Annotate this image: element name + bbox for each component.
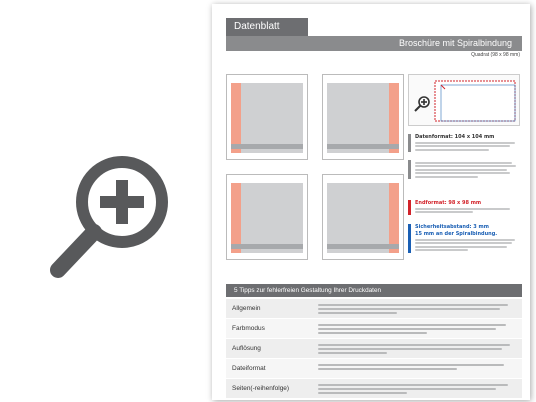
diagram-inner-right	[322, 174, 404, 260]
mini-zoom-icon	[413, 95, 431, 113]
diagram-inner-left	[226, 174, 308, 260]
diagram-back-cover	[322, 74, 404, 160]
datasheet-page[interactable]	[212, 4, 530, 400]
detail-preview	[408, 74, 520, 126]
info-data-format	[408, 134, 520, 152]
tip-label: Seiten(-reihenfolge)	[232, 385, 290, 392]
tips-heading: 5 Tipps zur fehlerfreien Gestaltung Ihrer Druckdaten	[226, 284, 522, 297]
zoom-in-icon[interactable]	[36, 148, 176, 288]
tip-label: Allgemein	[232, 305, 261, 312]
safety-text: Sicherheitsabstand: 3 mm	[415, 224, 489, 230]
info-note	[408, 160, 520, 179]
datasheet-label: Datenblatt	[226, 18, 308, 36]
tips-list	[226, 299, 522, 399]
tip-label: Farbmodus	[232, 325, 265, 332]
layout-diagrams	[226, 74, 406, 266]
info-safety	[408, 224, 520, 253]
tip-label: Auflösung	[232, 345, 261, 352]
info-end-format	[408, 200, 520, 215]
tip-row	[226, 339, 522, 359]
tip-row	[226, 319, 522, 339]
spiral-text: 15 mm an der Spiralbindung.	[415, 231, 498, 237]
product-format: Quadrat (98 x 98 mm)	[471, 52, 520, 58]
title-bar	[226, 36, 522, 51]
diagram-front-cover	[226, 74, 308, 160]
product-title: Broschüre mit Spiralbindung	[398, 38, 512, 48]
tip-row	[226, 359, 522, 379]
magnifier-plus-icon	[36, 148, 176, 288]
tip-row	[226, 379, 522, 399]
info-column	[408, 74, 520, 274]
end-format-text: Endformat: 98 x 98 mm	[415, 200, 482, 206]
tip-label: Dateiformat	[232, 365, 266, 372]
data-format-text: Datenformat: 104 x 104 mm	[415, 134, 495, 140]
tip-row	[226, 299, 522, 319]
